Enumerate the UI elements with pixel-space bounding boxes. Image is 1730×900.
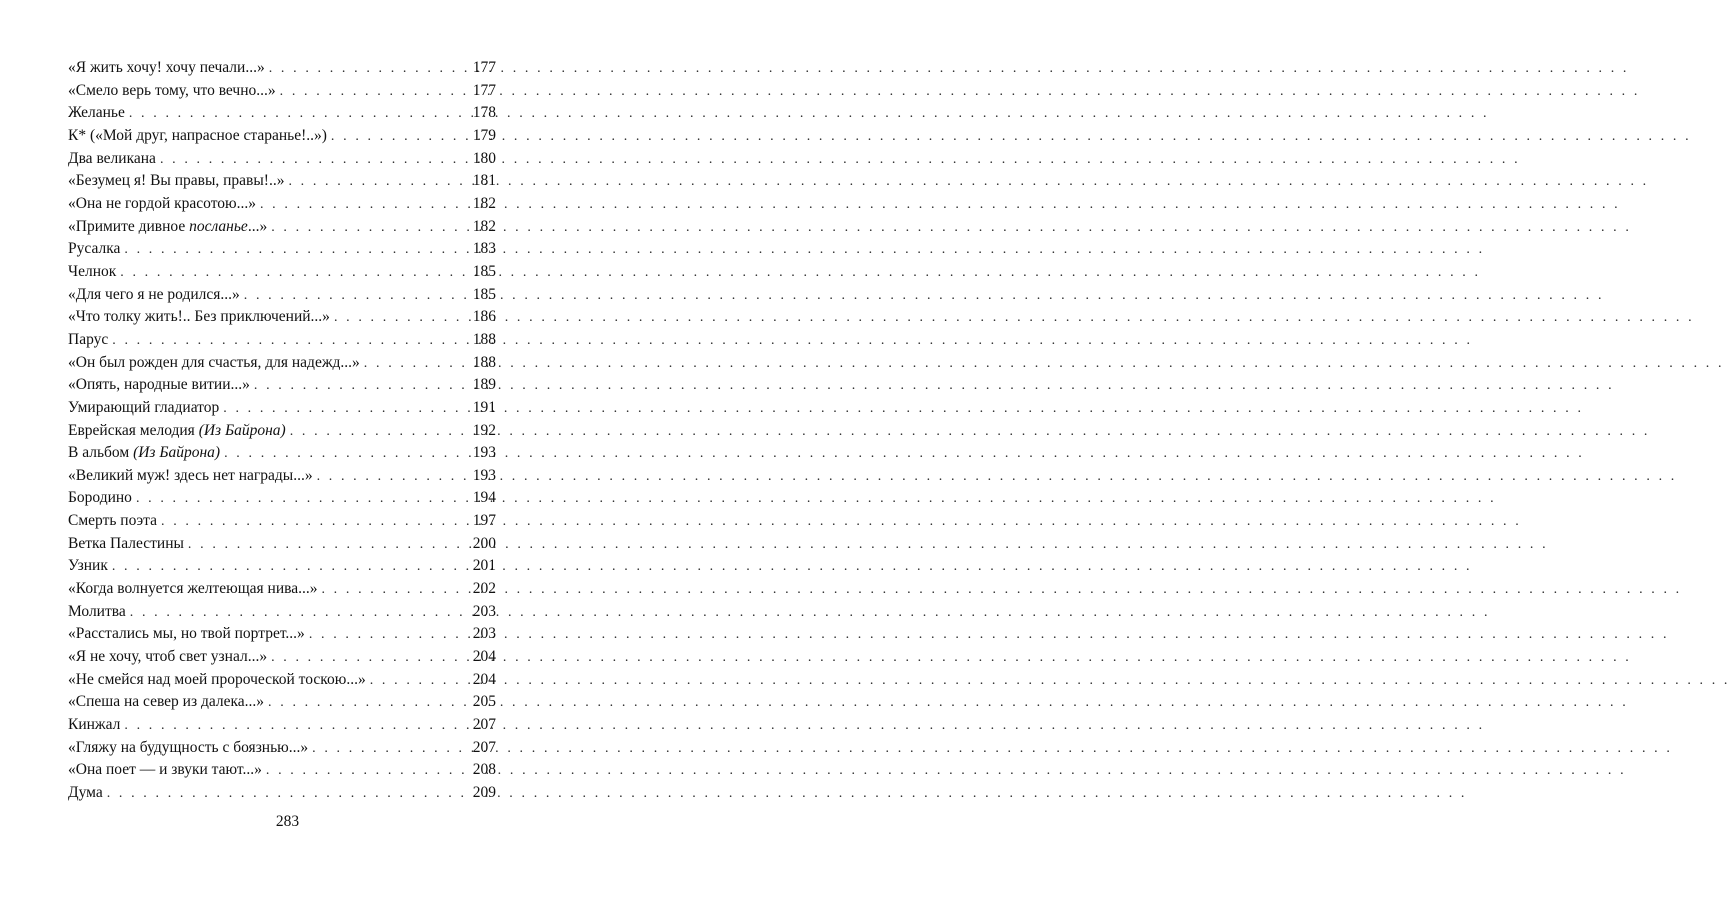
toc-entry bbox=[68, 329, 496, 352]
toc-entry-title-text: Кинжал bbox=[68, 716, 121, 734]
dot-leader bbox=[107, 783, 466, 806]
toc-entry-title bbox=[68, 329, 112, 352]
dot-leader bbox=[160, 149, 466, 172]
toc-entry-title-italic: посланье bbox=[189, 217, 248, 235]
toc-entry bbox=[68, 737, 496, 760]
toc-entry-title-text: «Расстались мы, но твой портрет...» bbox=[68, 625, 305, 643]
dot-leader bbox=[124, 239, 466, 262]
toc-entry-title bbox=[68, 374, 254, 397]
toc-entry bbox=[68, 487, 496, 510]
toc-entry bbox=[68, 102, 496, 125]
toc-entry-page-number: 183 bbox=[472, 240, 496, 258]
toc-entry bbox=[68, 623, 496, 646]
toc-entry-page-number: 188 bbox=[472, 330, 496, 348]
toc-entry-page-number: 204 bbox=[472, 670, 496, 688]
toc-entry-title bbox=[68, 261, 120, 284]
dot-leader bbox=[136, 488, 466, 511]
toc-entry-title bbox=[68, 737, 312, 760]
dot-leader bbox=[244, 285, 466, 308]
dot-leader bbox=[290, 421, 466, 444]
dot-leader bbox=[312, 738, 466, 761]
dot-leader bbox=[321, 579, 466, 602]
toc-entry-title bbox=[68, 102, 129, 125]
toc-entry-page-number: 202 bbox=[472, 580, 496, 598]
toc-entry-page-number: 182 bbox=[472, 217, 496, 235]
toc-entry bbox=[68, 669, 496, 692]
dot-leader bbox=[268, 692, 466, 715]
toc-entry-title-text: «Безумец я! Вы правы, правы!..» bbox=[68, 172, 285, 190]
dot-leader bbox=[260, 194, 466, 217]
dot-leader bbox=[130, 602, 466, 625]
toc-entry-page-number: 203 bbox=[472, 625, 496, 643]
dot-leader bbox=[120, 262, 466, 285]
toc-entry-title bbox=[68, 578, 321, 601]
toc-entry-title-text: «Она не гордой красотою...» bbox=[68, 194, 256, 212]
table-of-contents bbox=[68, 57, 496, 805]
toc-entry-title bbox=[68, 352, 364, 375]
toc-entry-page-number: 185 bbox=[472, 285, 496, 303]
dot-leader bbox=[370, 670, 466, 693]
toc-entry-title-text: Парус bbox=[68, 330, 109, 348]
toc-entry bbox=[68, 465, 496, 488]
dot-leader bbox=[112, 330, 466, 353]
toc-entry-title-text: «Я не хочу, чтоб свет узнал...» bbox=[68, 648, 268, 666]
toc-entry-title-text: Ветка Палестины bbox=[68, 534, 184, 552]
toc-entry-title-text: Дума bbox=[68, 784, 103, 801]
dot-leader bbox=[317, 466, 466, 489]
toc-entry bbox=[68, 352, 496, 375]
toc-entry-title bbox=[68, 714, 124, 737]
toc-entry-title-text: Смерть поэта bbox=[68, 512, 158, 530]
dot-leader bbox=[364, 353, 466, 376]
toc-entry-page-number: 179 bbox=[472, 126, 496, 144]
toc-entry bbox=[68, 397, 496, 420]
toc-entry-title-text: К* («Мой друг, напрасное старанье!..») bbox=[68, 126, 327, 144]
toc-entry-page-number: 204 bbox=[472, 648, 496, 666]
toc-entry bbox=[68, 714, 496, 737]
toc-entry-page-number: 181 bbox=[472, 172, 496, 190]
toc-entry-title bbox=[68, 57, 269, 80]
toc-entry-page-number: 193 bbox=[472, 466, 496, 484]
toc-entry-page-number: 185 bbox=[472, 262, 496, 280]
toc-entry-title-text: Молитва bbox=[68, 602, 126, 620]
dot-leader bbox=[266, 760, 466, 783]
toc-entry-title-text: Русалка bbox=[68, 240, 121, 258]
toc-entry-title bbox=[68, 669, 370, 692]
dot-leader bbox=[309, 624, 466, 647]
dot-leader bbox=[224, 443, 466, 466]
toc-entry-page-number: 188 bbox=[472, 353, 496, 371]
toc-entry bbox=[68, 238, 496, 261]
toc-entry-title bbox=[68, 646, 271, 669]
toc-entry-page-number: 191 bbox=[472, 398, 496, 416]
toc-entry-title bbox=[68, 170, 288, 193]
toc-entry-title bbox=[68, 284, 244, 307]
toc-entry-page-number: 209 bbox=[472, 784, 496, 801]
toc-entry-page-number: 208 bbox=[472, 761, 496, 779]
toc-entry-title-text: В альбом bbox=[68, 444, 134, 462]
toc-entry-page-number: 178 bbox=[472, 104, 496, 122]
toc-entry bbox=[68, 646, 496, 669]
toc-entry bbox=[68, 759, 496, 782]
toc-entry-title bbox=[68, 125, 331, 148]
dot-leader bbox=[112, 556, 466, 579]
toc-entry-title-text: Желанье bbox=[68, 104, 125, 122]
toc-entry-page-number: 192 bbox=[472, 421, 496, 439]
toc-entry-page-number: 207 bbox=[472, 716, 496, 734]
dot-leader bbox=[124, 715, 466, 738]
toc-entry bbox=[68, 601, 496, 624]
toc-entry-title bbox=[68, 555, 112, 578]
toc-entry bbox=[68, 578, 496, 601]
toc-entry-page-number: 177 bbox=[472, 59, 496, 76]
toc-entry-title-italic: (Из Байрона) bbox=[133, 444, 221, 462]
toc-entry bbox=[68, 420, 496, 443]
toc-entry-page-number: 194 bbox=[472, 489, 496, 507]
dot-leader bbox=[288, 171, 466, 194]
toc-entry-title bbox=[68, 420, 290, 443]
toc-entry-title bbox=[68, 533, 188, 556]
toc-entry-title bbox=[68, 782, 107, 805]
toc-entry-title-italic: (Из Байрона) bbox=[198, 421, 286, 439]
toc-entry bbox=[68, 555, 496, 578]
toc-entry-page-number: 180 bbox=[472, 149, 496, 167]
toc-entry-title-text: «Для чего я не родился...» bbox=[68, 285, 240, 303]
dot-leader bbox=[271, 217, 466, 240]
toc-entry bbox=[68, 193, 496, 216]
toc-entry-page-number: 177 bbox=[472, 81, 496, 99]
toc-entry-title bbox=[68, 465, 317, 488]
toc-entry-title-text: «Что толку жить!.. Без приключений...» bbox=[68, 308, 330, 326]
toc-entry-title bbox=[68, 759, 266, 782]
toc-entry-title-text: Еврейская мелодия bbox=[68, 421, 199, 439]
toc-entry-title bbox=[68, 193, 260, 216]
toc-entry-page-number: 193 bbox=[472, 444, 496, 462]
toc-entry-title-text: «Я жить хочу! хочу печали...» bbox=[68, 59, 265, 76]
toc-entry-title-text: «Гляжу на будущность с боязнью...» bbox=[68, 738, 309, 756]
toc-entry-title-text: «Она поет — и звуки тают...» bbox=[68, 761, 262, 779]
toc-entry-title bbox=[68, 238, 124, 261]
toc-entry bbox=[68, 170, 496, 193]
page-number: 283 bbox=[275, 813, 300, 830]
dot-leader bbox=[271, 647, 466, 670]
toc-entry-title bbox=[68, 306, 334, 329]
dot-leader bbox=[334, 307, 466, 330]
toc-entry bbox=[68, 261, 496, 284]
toc-entry-title-text: Умирающий гладиатор bbox=[68, 398, 220, 416]
toc-entry-title bbox=[68, 80, 280, 103]
toc-entry-title-text: «Великий муж! здесь нет награды...» bbox=[68, 466, 313, 484]
toc-entry-title-text: «Не смейся над моей пророческой тоскою...» bbox=[68, 670, 366, 688]
toc-entry-title bbox=[68, 442, 224, 465]
dot-leader bbox=[254, 375, 466, 398]
toc-entry bbox=[68, 57, 496, 80]
toc-entry-title bbox=[68, 216, 271, 239]
toc-entry-title bbox=[68, 601, 130, 624]
toc-entry-page-number: 207 bbox=[472, 738, 496, 756]
toc-entry-page-number: 203 bbox=[472, 602, 496, 620]
toc-entry bbox=[68, 306, 496, 329]
toc-entry bbox=[68, 374, 496, 397]
toc-entry bbox=[68, 533, 496, 556]
toc-entry-title bbox=[68, 691, 268, 714]
toc-entry-page-number: 182 bbox=[472, 194, 496, 212]
dot-leader bbox=[269, 58, 466, 81]
dot-leader bbox=[188, 534, 466, 557]
toc-entry-page-number: 205 bbox=[472, 693, 496, 711]
toc-entry-title bbox=[68, 148, 160, 171]
toc-entry-title-text: «Когда волнуется желтеющая нива...» bbox=[68, 580, 318, 598]
toc-entry-page-number: 197 bbox=[472, 512, 496, 530]
toc-entry-page-number: 186 bbox=[472, 308, 496, 326]
toc-entry-title bbox=[68, 623, 309, 646]
toc-entry-title bbox=[68, 487, 136, 510]
dot-leader bbox=[331, 126, 466, 149]
toc-entry-title bbox=[68, 397, 223, 420]
toc-entry bbox=[68, 442, 496, 465]
dot-leader bbox=[280, 81, 466, 104]
toc-entry-page-number: 201 bbox=[472, 557, 496, 575]
toc-entry-title bbox=[68, 510, 161, 533]
toc-entry-title-text: Бородино bbox=[68, 489, 132, 507]
toc-entry-title-text: Два великана bbox=[68, 149, 156, 167]
toc-entry bbox=[68, 148, 496, 171]
dot-leader bbox=[223, 398, 466, 421]
toc-entry-title-text: Челнок bbox=[68, 262, 117, 280]
toc-entry bbox=[68, 125, 496, 148]
toc-entry-title-text: «Примите дивное bbox=[68, 217, 190, 235]
dot-leader bbox=[129, 103, 466, 126]
dot-leader bbox=[161, 511, 466, 534]
toc-entry-title-text: «Он был рожден для счастья, для надежд...» bbox=[68, 353, 360, 371]
toc-entry-page-number: 200 bbox=[472, 534, 496, 552]
toc-entry-title-text: «Спеша на север из далека...» bbox=[68, 693, 265, 711]
toc-entry-title-text: «Опять, народные витии...» bbox=[68, 376, 250, 394]
toc-entry bbox=[68, 691, 496, 714]
toc-entry-title-text: «Смело верь тому, что вечно...» bbox=[68, 81, 276, 99]
toc-entry-title-suffix: ...» bbox=[247, 217, 268, 235]
toc-entry bbox=[68, 782, 496, 805]
toc-entry bbox=[68, 216, 496, 239]
toc-entry bbox=[68, 284, 496, 307]
toc-entry bbox=[68, 510, 496, 533]
toc-entry-title-text: Узник bbox=[68, 557, 108, 575]
toc-entry bbox=[68, 80, 496, 103]
toc-entry-page-number: 189 bbox=[472, 376, 496, 394]
